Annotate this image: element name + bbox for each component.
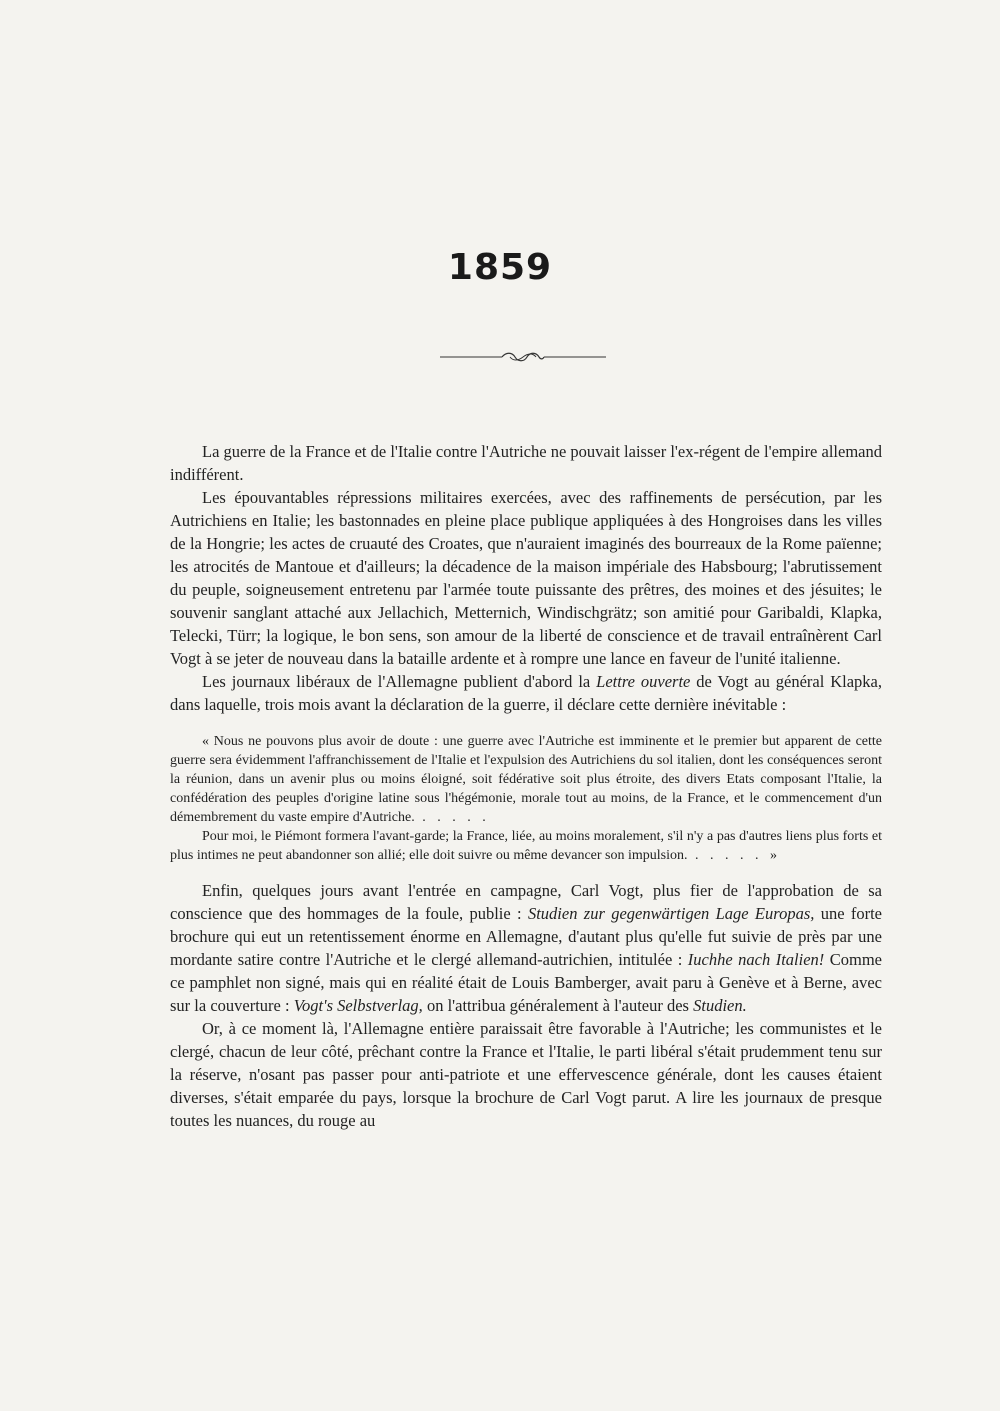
main-text <box>170 440 882 1132</box>
paragraph: La guerre de la France et de l'Italie contre l'Autriche ne pouvait laisser l'ex-régent de l'empire allemand indifférent. <box>170 442 882 484</box>
ornament-divider <box>440 349 606 365</box>
paragraph: Les épouvantables répressions militaires exercées, avec des raffinements de persécution, par les Autrichiens en Italie; les bastonnades en pleine place publique appliquées à des Hongroises dans les villes de la Hongrie; les actes de cruauté des Croates, que n'auraient imaginés des bourreaux de la Rome païenne; les atrocités de Mantoue et d'ailleurs; la décadence de la maison impériale des Habsbourg; l'abrutissement du peuple, soigneusement entretenu par l'armée toute puissante des prêtres, des moines et des jésuites; le souvenir sanglant attaché aux Jellachich, Metternich, Windischgrätz; son amitié pour Garibaldi, Klapka, Telecki, Türr; la logique, le bon sens, son amour de la liberté de conscience et de travail entraînèrent Carl Vogt à se jeter de nouveau dans la bataille ardente et à rompre une lance en faveur de l'unité italienne. <box>170 488 882 668</box>
paragraph: Enfin, quelques jours avant l'entrée en campagne, Carl Vogt, plus fier de l'approbation de sa conscience que des hommages de la foule, publie : Studien zur gegenwärtigen Lage Europas, une forte brochure qui eut un retentissement énorme en Allemagne, d'autant plus qu'elle fut suivie de près par une mordante satire contre l'Autriche et le clergé allemand-autrichien, intitulée : Iuchhe nach Italien! Comme ce pamphlet non signé, mais qui en réalité était de Louis Bamberger, avait paru à Genève et à Berne, avec sur la couverture : Vogt's Selbstverlag, on l'attribua généralement à l'auteur des Studien. <box>170 881 882 1015</box>
paragraph: Les journaux libéraux de l'Allemagne publient d'abord la Lettre ouverte de Vogt au général Klapka, dans laquelle, trois mois avant la déclaration de la guerre, il déclare cette dernière inévitable : <box>170 672 882 714</box>
chapter-year-heading: 1859 <box>447 247 553 288</box>
italic-title: Vogt's Selbstverlag, <box>293 996 423 1015</box>
italic-title: Iuchhe nach Italien! <box>687 950 825 969</box>
quote-paragraph: « Nous ne pouvons plus avoir de doute : une guerre avec l'Autriche est imminente et le premier but apparent de cette guerre sera évidemment l'affranchissement de l'Italie et l'expulsion des Autrichiens du sol italien, dont les conséquences seront la réunion, dans un avenir plus ou moins éloigné, soit fédérative soit plus étroite, des divers Etats composant l'Italie, la confédération des peuples d'origine latine sous l'hégémonie, morale tout au moins, de la France, et le commencement d'un démembrement du vaste empire d'Autriche. . . . . . <box>170 734 882 825</box>
italic-title: Studien zur gegenwärtigen Lage Europas, <box>527 904 815 923</box>
italic-title: Studien. <box>693 996 747 1015</box>
italic-title: Lettre ouverte <box>596 672 691 691</box>
block-quote <box>170 732 882 865</box>
paragraph: Or, à ce moment là, l'Allemagne entière paraissait être favorable à l'Autriche; les communistes et le clergé, chacun de leur côté, prêchant contre la France et l'Italie, le parti libéral s'était prudemment tenu sur la réserve, n'osant pas passer pour anti-patriote et une effervescence générale, dont les causes étaient diverses, s'était emparée du pays, lorsque la brochure de Carl Vogt parut. A lire les journaux de presque toutes les nuances, du rouge au <box>170 1019 882 1130</box>
quote-paragraph: Pour moi, le Piémont formera l'avant-garde; la France, liée, au moins moralement, s'il n'y a pas d'autres liens plus forts et plus intimes ne peut abandonner son allié; elle doit suivre ou même devancer son impulsion. . . . . . » <box>170 829 882 863</box>
